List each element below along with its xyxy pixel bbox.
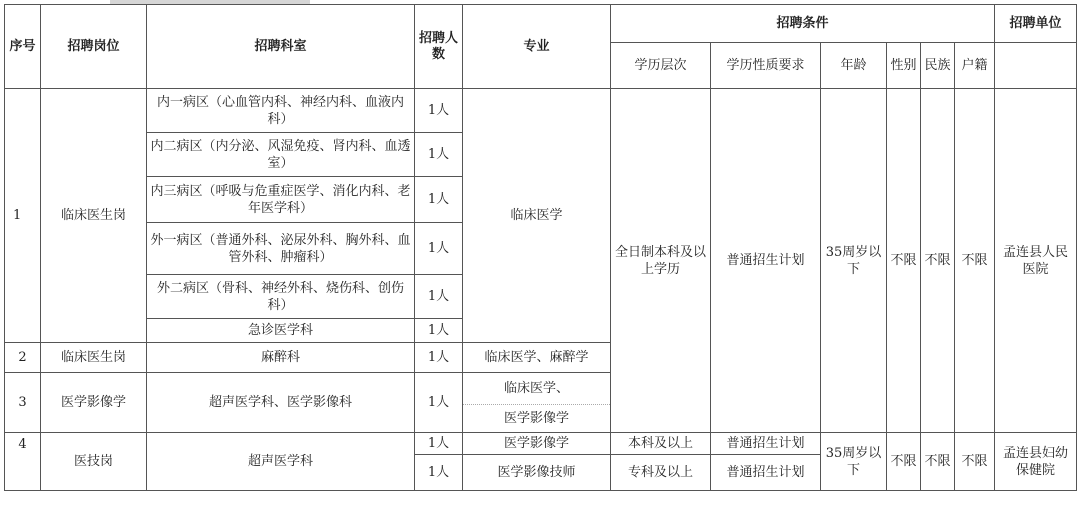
shared-unit: 孟连县人民医院 [995,89,1077,433]
row4-department: 超声医学科 [147,433,415,491]
row4-hukou: 不限 [955,433,995,491]
header-hukou: 户籍 [955,43,995,89]
row1-count-5: 1人 [415,319,463,343]
row1-department-2: 内三病区（呼吸与危重症医学、消化内科、老年医学科） [147,177,415,223]
row4a-major: 医学影像学 [463,433,611,455]
shared-gender: 不限 [887,89,921,433]
row2-position: 临床医生岗 [41,343,147,373]
row4a-count: 1人 [415,433,463,455]
row2-seq: 2 [5,343,41,373]
row3-count: 1人 [415,373,463,433]
shared-ethnicity: 不限 [921,89,955,433]
row2-major: 临床医学、麻醉学 [463,343,611,373]
shared-edu-type: 普通招生计划 [711,89,821,433]
row1-department-5: 急诊医学科 [147,319,415,343]
row2-department: 麻醉科 [147,343,415,373]
row4b-edu-level: 专科及以上 [611,455,711,491]
row1-department-3: 外一病区（普通外科、泌尿外科、胸外科、血管外科、肿瘤科） [147,223,415,275]
row3-major-a: 临床医学、 [463,373,611,405]
row1-count-0: 1人 [415,89,463,133]
header-unit: 招聘单位 [995,5,1077,43]
header-gender: 性别 [887,43,921,89]
row4-position: 医技岗 [41,433,147,491]
row1-department-1: 内二病区（内分泌、风湿免疫、肾内科、血透室） [147,133,415,177]
row1-count-2: 1人 [415,177,463,223]
header-ethnicity: 民族 [921,43,955,89]
row4-seq: 4 [5,433,41,491]
header-conditions: 招聘条件 [611,5,995,43]
header-row-1 [5,5,1077,43]
table-row [5,433,1077,455]
row1-department-0: 内一病区（心血管内科、神经内科、血液内科） [147,89,415,133]
row2-count: 1人 [415,343,463,373]
row1-count-3: 1人 [415,223,463,275]
row4-age: 35周岁以下 [821,433,887,491]
header-seq: 序号 [5,5,41,89]
header-edu-level: 学历层次 [611,43,711,89]
recruitment-table [4,4,1077,491]
row3-department: 超声医学科、医学影像科 [147,373,415,433]
header-department: 招聘科室 [147,5,415,89]
row4-unit: 孟连县妇幼保健院 [995,433,1077,491]
header-count: 招聘人数 [415,5,463,89]
header-position: 招聘岗位 [41,5,147,89]
shared-age: 35周岁以下 [821,89,887,433]
row1-count-4: 1人 [415,275,463,319]
table-row [5,89,1077,133]
row1-major: 临床医学 [463,89,611,343]
row4a-edu-type: 普通招生计划 [711,433,821,455]
row4b-count: 1人 [415,455,463,491]
header-unit-blank [995,43,1077,89]
row3-seq: 3 [5,373,41,433]
row3-major-b: 医学影像学 [463,405,611,433]
shared-edu-level: 全日制本科及以上学历 [611,89,711,433]
row3-position: 医学影像学 [41,373,147,433]
row1-position: 临床医生岗 [41,89,147,343]
row4a-edu-level: 本科及以上 [611,433,711,455]
row4-gender: 不限 [887,433,921,491]
row4-ethnicity: 不限 [921,433,955,491]
row4b-major: 医学影像技师 [463,455,611,491]
shared-hukou: 不限 [955,89,995,433]
header-major: 专业 [463,5,611,89]
row1-department-4: 外二病区（骨科、神经外科、烧伤科、创伤科） [147,275,415,319]
row1-seq: 1 [5,89,41,343]
row4b-edu-type: 普通招生计划 [711,455,821,491]
header-age: 年龄 [821,43,887,89]
row1-count-1: 1人 [415,133,463,177]
header-edu-type: 学历性质要求 [711,43,821,89]
